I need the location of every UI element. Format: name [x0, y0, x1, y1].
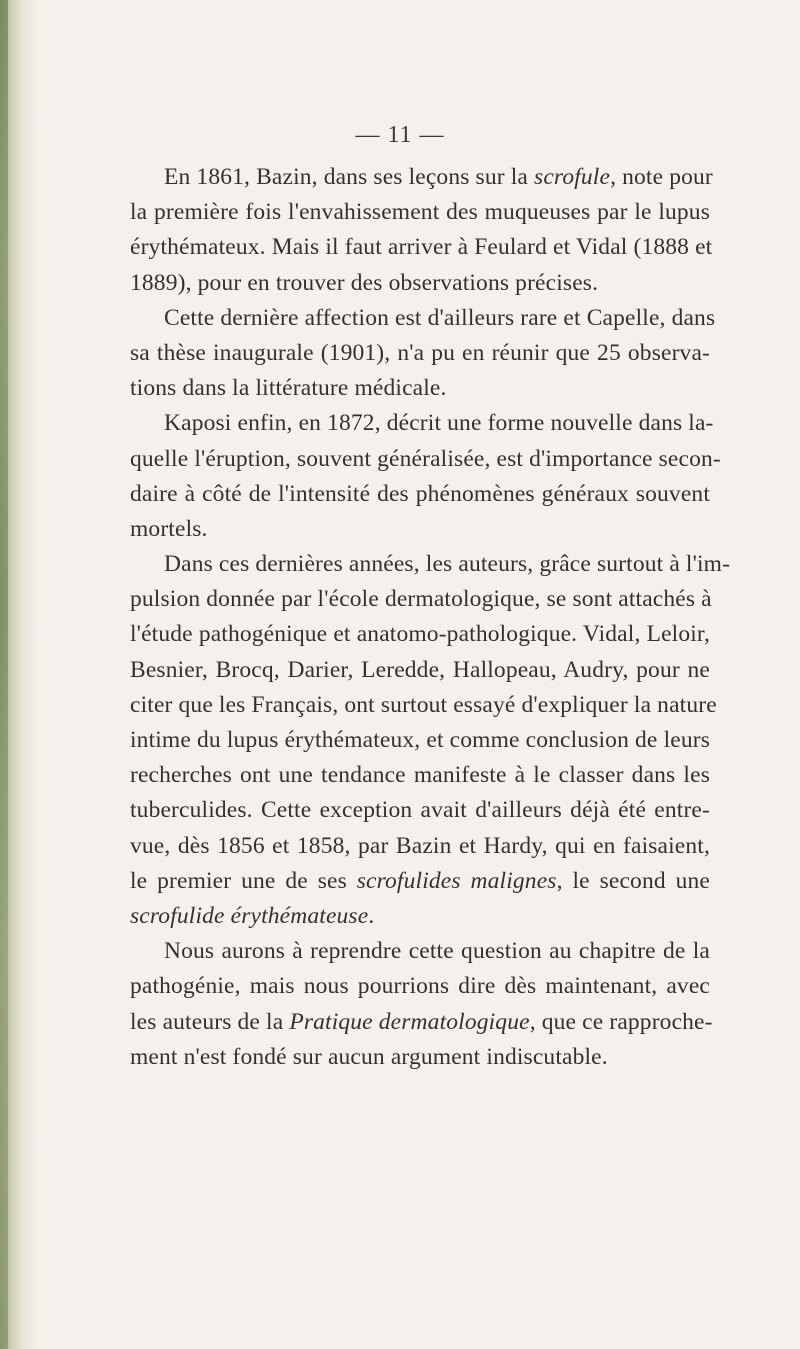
text-line: [130, 1040, 710, 1075]
text-run: mortels.: [130, 515, 208, 542]
text-run: pathogénie, mais nous pourrions dire dès maintenant, avec: [130, 973, 710, 1000]
page-number: — 11 —: [355, 122, 445, 148]
text-run: Cette dernière affection est d'ailleurs rare et Capelle, dans: [164, 304, 716, 331]
text-run: pulsion donnée par l'école dermatologique, se sont attachés à: [130, 586, 712, 613]
text-run: les auteurs de la: [130, 1008, 290, 1035]
paragraph: [130, 301, 716, 407]
text-line: [130, 653, 710, 688]
text-line: [130, 512, 710, 547]
text-run: l'étude pathogénique et anatomo-pathologique. Vidal, Leloir,: [130, 621, 710, 648]
text-line: [130, 758, 710, 793]
text-run: ment n'est fondé sur aucun argument indiscutable.: [130, 1043, 608, 1070]
text-line: [130, 195, 710, 230]
text-line: [130, 617, 710, 652]
italic-text-run: scrofulides malignes: [356, 867, 557, 894]
page-binding-edge: [0, 0, 8, 1349]
text-line: [130, 230, 713, 265]
text-line: [130, 793, 710, 828]
text-run: citer que les Français, ont surtout essayé d'expliquer la nature: [130, 691, 717, 718]
text-run: , note pour: [610, 164, 713, 190]
text-line: [130, 864, 710, 899]
text-line: [130, 406, 714, 441]
paragraph: [130, 934, 713, 1075]
text-run: le premier une de ses: [130, 867, 357, 894]
text-line: [130, 969, 710, 1004]
text-run: vue, dès 1856 et 1858, par Bazin et Hardy, qui en faisaient,: [130, 832, 710, 859]
text-line: [130, 1005, 713, 1040]
text-run: tuberculides. Cette exception avait d'ailleurs déjà été entre-: [130, 797, 710, 824]
italic-text-run: Pratique dermatologique: [289, 1008, 530, 1035]
text-line: [130, 688, 717, 723]
text-line: [130, 547, 731, 582]
text-line: [130, 336, 710, 371]
text-run: En 1861, Bazin, dans ses leçons sur la: [164, 164, 535, 190]
text-run: .: [368, 902, 375, 929]
text-line: [130, 723, 710, 758]
text-run: tions dans la littérature médicale.: [130, 375, 447, 402]
text-run: Besnier, Brocq, Darier, Leredde, Hallopeau, Audry, pour ne: [130, 656, 710, 683]
text-run: érythémateux. Mais il faut arriver à Feulard et Vidal (1888 et: [130, 234, 713, 261]
body-text: [130, 160, 731, 1075]
paragraph: [130, 547, 731, 934]
text-run: 1889), pour en trouver des observations précises.: [130, 269, 599, 296]
text-line: [130, 899, 710, 934]
paragraph: [130, 160, 713, 301]
text-run: , que ce rapproche-: [529, 1008, 713, 1035]
paragraph: [130, 406, 721, 547]
text-line: [130, 301, 716, 336]
text-run: , le second une: [556, 867, 710, 894]
italic-text-run: scrofule: [534, 164, 611, 190]
text-run: Dans ces dernières années, les auteurs, grâce surtout à l'im-: [164, 551, 731, 578]
text-run: Kaposi enfin, en 1872, décrit une forme nouvelle dans la-: [164, 410, 714, 437]
text-run: sa thèse inaugurale (1901), n'a pu en réunir que 25 observa-: [130, 339, 710, 366]
text-run: daire à côté de l'intensité des phénomènes généraux souvent: [130, 480, 710, 507]
text-line: [130, 371, 710, 406]
text-line: [130, 160, 713, 195]
text-line: [130, 477, 710, 512]
italic-text-run: scrofulide érythémateuse: [130, 902, 369, 929]
text-run: quelle l'éruption, souvent généralisée, est d'importance secon-: [130, 445, 721, 472]
text-line: [130, 829, 710, 864]
text-line: [130, 266, 710, 301]
text-run: la première fois l'envahissement des muqueuses par le lupus: [130, 199, 710, 226]
text-run: Nous aurons à reprendre cette question au chapitre de la: [164, 938, 710, 965]
text-line: [130, 582, 710, 617]
text-line: [130, 934, 710, 969]
text-run: intime du lupus érythémateux, et comme conclusion de leurs: [130, 727, 710, 753]
text-run: recherches ont une tendance manifeste à le classer dans les: [130, 762, 710, 789]
text-line: [130, 442, 721, 477]
